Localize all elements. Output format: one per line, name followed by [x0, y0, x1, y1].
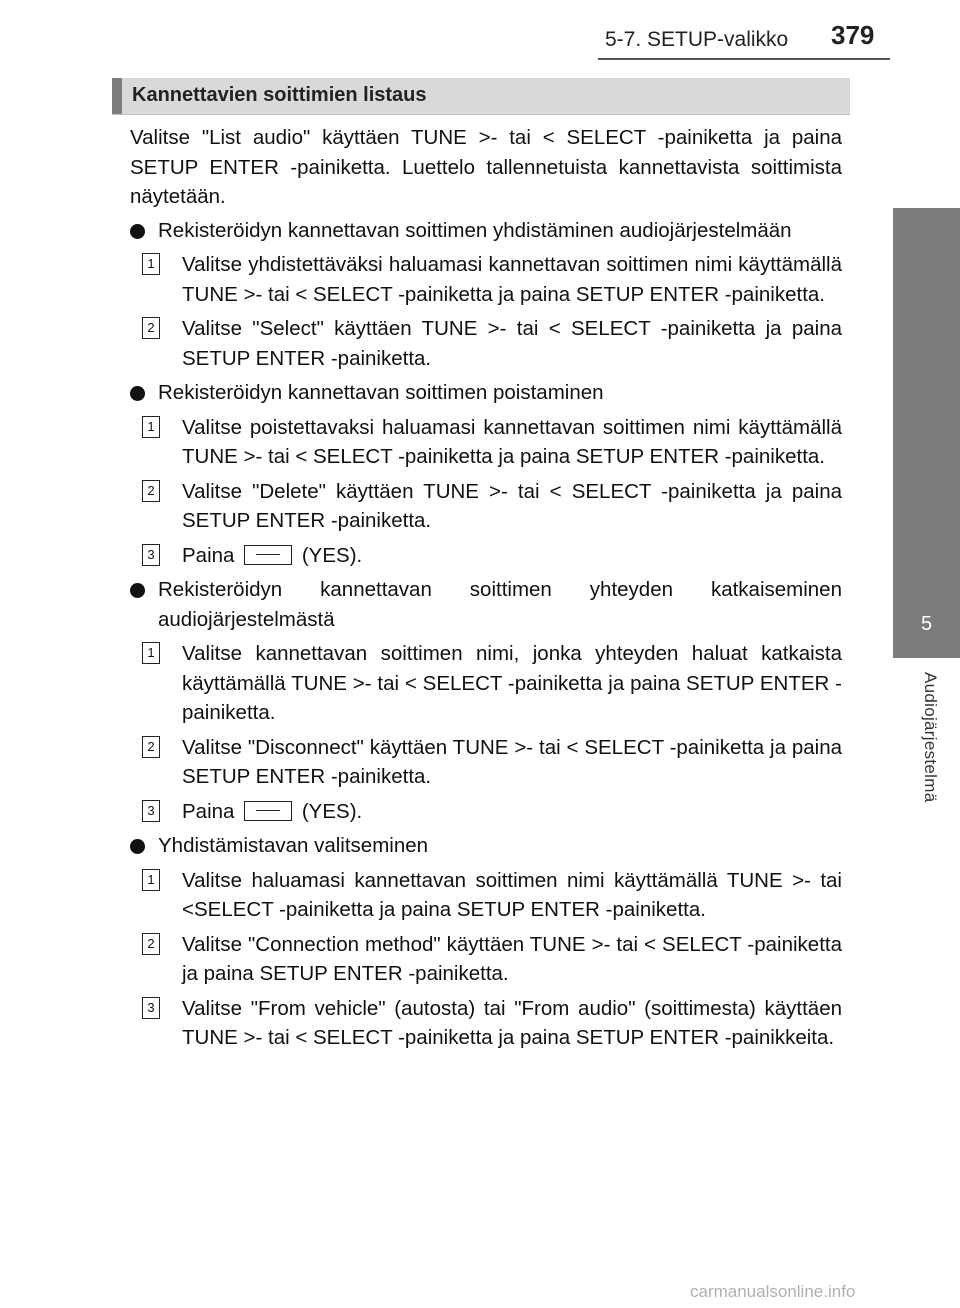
watermark: carmanualsonline.info — [690, 1282, 856, 1301]
step-text: Valitse "Connection method" käyttäen TUNE >- tai < SELECT -painiketta ja paina SETUP ENTER -painiketta. — [182, 932, 842, 985]
chapter-label: Audiojärjestelmä — [921, 672, 940, 803]
yes-button-icon — [244, 545, 292, 565]
step-item — [130, 994, 842, 1053]
bullet-icon — [130, 583, 145, 598]
bullet-heading — [130, 575, 842, 634]
step-text: Valitse "Disconnect" käyttäen TUNE >- tai < SELECT -painiketta ja paina SETUP ENTER -painiketta. — [182, 735, 842, 788]
step-item — [130, 477, 842, 536]
bullet-heading-text: Rekisteröidyn kannettavan soittimen yhdistäminen audiojärjestelmään — [158, 218, 792, 242]
step-number: 2 — [142, 736, 160, 758]
step-number: 3 — [142, 997, 160, 1019]
step-item — [130, 541, 842, 571]
step-item — [130, 639, 842, 728]
bullet-icon — [130, 386, 145, 401]
step-text: (YES). — [301, 543, 363, 567]
bullet-icon — [130, 224, 145, 239]
step-text: Valitse poistettavaksi haluamasi kannettavan soittimen nimi käyttämällä TUNE >- tai < SELECT -painiketta ja paina SETUP ENTER -painiketta. — [182, 415, 842, 468]
header-rule — [598, 58, 890, 60]
step-item — [130, 797, 842, 827]
step-item — [130, 413, 842, 472]
section-box-header — [112, 78, 850, 115]
intro-paragraph: Valitse "List audio" käyttäen TUNE >- tai < SELECT -painiketta ja paina SETUP ENTER -painiketta. Luettelo tallennetuista kannettavista soittimista näytetään. — [130, 126, 842, 208]
section-title: 5-7. SETUP-valikko — [605, 28, 789, 51]
page-header — [0, 0, 960, 60]
step-number: 2 — [142, 933, 160, 955]
bullet-heading — [130, 378, 842, 408]
step-text: Valitse yhdistettäväksi haluamasi kannettavan soittimen nimi käyttämällä TUNE >- tai < SELECT -painiketta ja paina SETUP ENTER -painiketta. — [182, 253, 842, 306]
step-item — [130, 733, 842, 792]
step-text: Valitse haluamasi kannettavan soittimen nimi käyttämällä TUNE >- tai <SELECT -painiketta ja paina SETUP ENTER -painiketta. — [182, 868, 842, 921]
bullet-heading-text: Rekisteröidyn kannettavan soittimen yhteyden katkaiseminen audiojärjestelmästä — [158, 578, 842, 631]
section-box-title: Kannettavien soittimien listaus — [132, 84, 427, 106]
step-number: 1 — [142, 869, 160, 891]
step-number: 1 — [142, 253, 160, 275]
content — [130, 123, 842, 1058]
section-box-accent — [112, 78, 122, 114]
step-item — [130, 866, 842, 925]
step-number: 2 — [142, 317, 160, 339]
chapter-tab — [893, 208, 960, 658]
step-item — [130, 930, 842, 989]
step-number: 1 — [142, 642, 160, 664]
yes-button-icon — [244, 801, 292, 821]
bullet-heading-text: Rekisteröidyn kannettavan soittimen poistaminen — [158, 381, 604, 404]
bullet-heading-text: Yhdistämistavan valitseminen — [158, 834, 429, 857]
step-item — [130, 250, 842, 309]
bullet-icon — [130, 839, 145, 854]
step-text: Paina — [182, 543, 235, 567]
step-text: Valitse "Delete" käyttäen TUNE >- tai < SELECT -painiketta ja paina SETUP ENTER -painiketta. — [182, 479, 842, 532]
chapter-number: 5 — [920, 613, 933, 635]
step-number: 1 — [142, 416, 160, 438]
bullet-heading — [130, 216, 842, 246]
step-number: 2 — [142, 480, 160, 502]
step-text: Valitse "Select" käyttäen TUNE >- tai < SELECT -painiketta ja paina SETUP ENTER -painiketta. — [182, 317, 842, 370]
step-text: Valitse "From vehicle" (autosta) tai "From audio" (soittimesta) käyttäen TUNE >- tai < SELECT -painiketta ja paina SETUP ENTER -painikkeita. — [182, 996, 842, 1049]
step-text: Valitse kannettavan soittimen nimi, jonka yhteyden haluat katkaista käyttämällä TUNE >- tai < SELECT -painiketta ja paina SETUP ENTER -painiketta. — [182, 642, 842, 724]
step-number: 3 — [142, 800, 160, 822]
step-number: 3 — [142, 544, 160, 566]
step-text: Paina — [182, 799, 235, 823]
step-item — [130, 314, 842, 373]
page-number: 379 — [831, 20, 875, 50]
bullet-heading — [130, 831, 842, 861]
step-text: (YES). — [301, 799, 363, 823]
